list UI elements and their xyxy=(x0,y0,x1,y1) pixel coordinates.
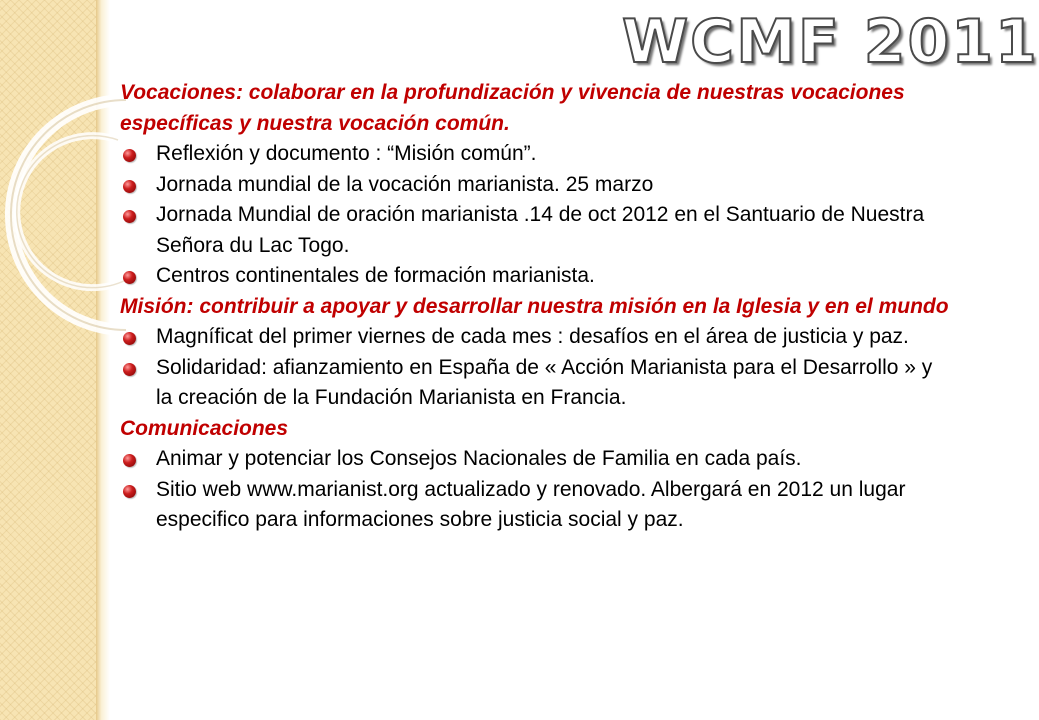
bullet-icon xyxy=(123,454,136,467)
bullet-list-comunicaciones xyxy=(120,444,950,536)
list-item-text: Reflexión y documento : “Misión común”. xyxy=(156,142,537,165)
list-item xyxy=(120,353,950,414)
bullet-icon xyxy=(123,210,136,223)
bullet-icon xyxy=(123,363,136,376)
sidebar-edge xyxy=(96,0,110,720)
list-item xyxy=(120,444,950,475)
list-item-text: Magníficat del primer viernes de cada mes : desafíos en el área de justicia y paz. xyxy=(156,325,909,348)
bullet-icon xyxy=(123,485,136,498)
list-item xyxy=(120,139,950,170)
bullet-list-mision xyxy=(120,322,950,414)
bullet-icon xyxy=(123,332,136,345)
bullet-icon xyxy=(123,180,136,193)
bullet-list-vocaciones xyxy=(120,139,950,292)
list-item xyxy=(120,200,950,261)
decorative-sidebar xyxy=(0,0,106,720)
section-heading-vocaciones: Vocaciones: colaborar en la profundización y vivencia de nuestras vocaciones específicas y nuestra vocación común. xyxy=(120,81,905,135)
list-item-text: Animar y potenciar los Consejos Nacionales de Familia en cada país. xyxy=(156,447,802,470)
list-item-text: Jornada mundial de la vocación marianista. 25 marzo xyxy=(156,172,654,196)
list-item-text: Jornada Mundial de oración marianista .14 de oct 2012 en el Santuario de Nuestra Señora du Lac Togo. xyxy=(156,203,925,257)
slide-title: WCMF 2011 xyxy=(622,7,1039,77)
section-heading-comunicaciones: Comunicaciones xyxy=(120,416,289,440)
bullet-icon xyxy=(123,271,136,284)
bullet-icon xyxy=(123,149,136,162)
list-item-text: Centros continentales de formación marianista. xyxy=(156,264,595,287)
list-item xyxy=(120,475,950,536)
list-item-text: Solidaridad: afianzamiento en España de « Acción Marianista para el Desarrollo » y la creación de la Fundación Marianista en Francia. xyxy=(156,355,933,409)
list-item-text: Sitio web www.marianist.org actualizado y renovado. Albergará en 2012 un lugar especifico para informaciones sobre justicia social y paz. xyxy=(156,477,906,531)
list-item xyxy=(120,170,950,201)
slide-content xyxy=(120,78,950,536)
section-heading-mision: Misión: contribuir a apoyar y desarrollar nuestra misión en la Iglesia y en el mundo xyxy=(120,294,949,318)
list-item xyxy=(120,322,950,353)
list-item xyxy=(120,261,950,292)
